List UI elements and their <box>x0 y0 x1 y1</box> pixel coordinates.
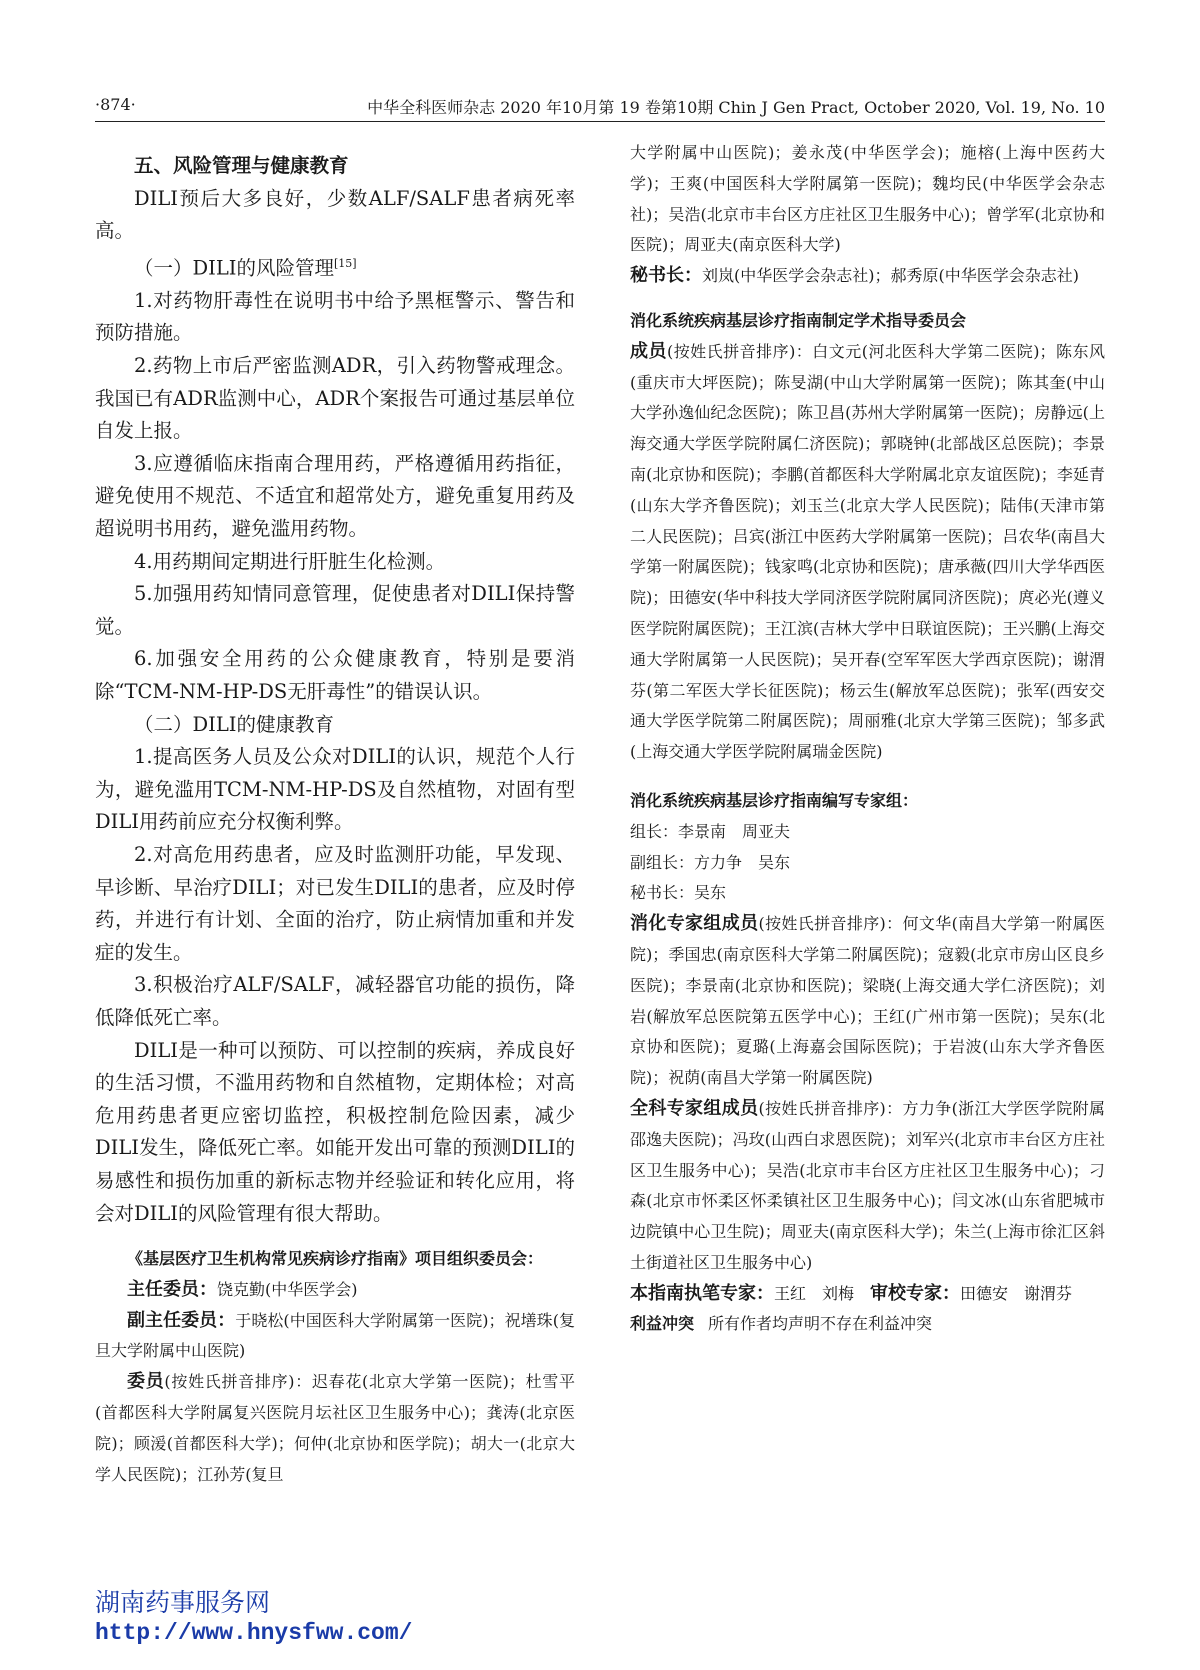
expert-group-title: 消化系统疾病基层诊疗指南编写专家组： <box>630 790 919 810</box>
writers-reviewers: 本指南执笔专家：王红 刘梅 审校专家：田德安 谢渭芬 <box>630 1282 1073 1304</box>
education-item: 2.对高危用药患者，应及时监测肝功能，早发现、早诊断、早治疗DILI；对已发生DILI的患者，应及时停药，并进行有计划、全面的治疗，防止病情加重和并发症的发生。 <box>95 842 575 964</box>
risk-item: 1.对药物肝毒性在说明书中给予黑框警示、警告和预防措施。 <box>95 288 575 345</box>
subsection-risk-title: （一）DILI的风险管理[15] <box>134 256 357 280</box>
committee-title: 《基层医疗卫生机构常见疾病诊疗指南》项目组织委员会： <box>127 1249 544 1269</box>
academic-members: 成员(按姓氏拼音排序)：白文元(河北医科大学第二医院)；陈东风(重庆市大坪医院)；陈旻湖(中山大学附属第一医院)；陈其奎(中山大学孙逸仙纪念医院)；陈卫昌(苏州大学附属第一医院)；房静远(上海交通大学医学院附属仁济医院)；郭晓钟(北部战区总医院)；李景南(北京协和医院)；李鹏(首都医科大学附属北京友谊医院)；李延青(山东大学齐鲁医院)；刘玉兰(北京大学人民医院)；陆伟(天津市第二人民医院)；吕宾(浙江中医药大学附属第一医院)；吕农华(南昌大学第一附属医院)；钱家鸣(北京协和医院)；唐承薇(四川大学华西医院)；田德安(华中科技大学同济医学院附属同济医院)；庹必光(遵义医学院附属医院)；王江滨(吉林大学中日联谊医院)；王兴鹏(上海交通大学附属第一人民医院)；吴开春(空军军医大学西京医院)；谢渭芬(第二军医大学长征医院)；杨云生(解放军总医院)；张军(西安交通大学医学院第二附属医院)；周丽雅(北京大学第三医院)；邹多武(上海交通大学医学院附属瑞金医院) <box>630 340 1105 762</box>
members-line: 委员(按姓氏拼音排序)：迟春花(北京大学第一医院)；杜雪平(首都医科大学附属复兴医院月坛社区卫生服务中心)；龚涛(北京医院)；顾湲(首都医科大学)；何仲(北京协和医学院)；胡大一(北京大学人民医院)；江孙芳(复旦 <box>95 1371 575 1484</box>
group-vice-leader: 副组长：方力争 吴东 <box>630 852 791 872</box>
right-column <box>630 138 1105 1340</box>
reference-marker: [15] <box>334 256 357 270</box>
risk-item: 3.应遵循临床指南合理用药，严格遵循用药指征，避免使用不规范、不适宜和超常处方，避免重复用药及超说明书用药，避免滥用药物。 <box>95 451 575 541</box>
vice-director-line: 副主任委员：于晓松(中国医科大学附属第一医院)；祝墡珠(复旦大学附属中山医院) <box>95 1309 575 1361</box>
risk-item: 6.加强安全用药的公众健康教育，特别是要消除“TCM-NM-HP-DS无肝毒性”的错误认识。 <box>95 647 575 703</box>
watermark-name: 湖南药事服务网 <box>95 1588 271 1617</box>
page-header <box>95 93 1105 122</box>
page-number: ·874· <box>95 95 136 114</box>
academic-committee-title: 消化系统疾病基层诊疗指南制定学术指导委员会 <box>630 310 967 330</box>
risk-item: 5.加强用药知情同意管理，促使患者对DILI保持警觉。 <box>95 582 575 638</box>
subsection-education-title: （二）DILI的健康教育 <box>134 712 334 736</box>
left-column <box>95 150 575 1490</box>
journal-citation: 中华全科医师杂志 2020 年10月第 19 卷第10期 Chin J Gen Pract, October 2020, Vol. 19, No. 10 <box>367 98 1105 117</box>
committee-block <box>95 1244 575 1490</box>
group-secretary: 秘书长：吴东 <box>630 883 727 903</box>
conflict-of-interest: 利益冲突 所有作者均声明不存在利益冲突 <box>630 1314 933 1334</box>
director-line: 主任委员：饶克勤(中华医学会) <box>127 1278 358 1300</box>
section-title: 五、风险管理与健康教育 <box>134 154 349 177</box>
group-leader: 组长：李景南 周亚夫 <box>630 821 791 841</box>
education-item: 3.积极治疗ALF/SALF，减轻器官功能的损伤，降低降低死亡率。 <box>95 973 575 1029</box>
members-continued: 大学附属中山医院)；姜永茂(中华医学会)；施榕(上海中医药大学)；王爽(中国医科大学附属第一医院)；魏均民(中华医学会杂志社)；吴浩(北京市丰台区方庄社区卫生服务中心)；曾学军(北京协和医院)；周亚夫(南京医科大学) <box>630 143 1105 255</box>
watermark-url[interactable]: http://www.hnysfww.com/ <box>95 1620 413 1646</box>
risk-item: 4.用药期间定期进行肝脏生化检测。 <box>134 549 446 573</box>
secretary-line: 秘书长：刘岚(中华医学会杂志社)；郝秀原(中华医学会杂志社) <box>630 265 1079 287</box>
risk-item: 2.药物上市后严密监测ADR，引入药物警戒理念。我国已有ADR监测中心，ADR个案报告可通过基层单位自发上报。 <box>95 354 575 443</box>
digestive-experts: 消化专家组成员(按姓氏拼音排序)：何文华(南昌大学第一附属医院)；季国忠(南京医科大学第二附属医院)；寇毅(北京市房山区良乡医院)；李景南(北京协和医院)；梁晓(上海交通大学仁济医院)；刘岩(解放军总医院第五医学中心)；王红(广州市第一医院)；吴东(北京协和医院)；夏璐(上海嘉会国际医院)；于岩波(山东大学齐鲁医院)；祝荫(南昌大学第一附属医院) <box>630 913 1105 1088</box>
education-item: 1.提高医务人员及公众对DILI的认识，规范个人行为，避免滥用TCM-NM-HP-DS及自然植物，对固有型DILI用药前应充分权衡利弊。 <box>95 745 575 834</box>
gp-experts: 全科专家组成员(按姓氏拼音排序)：方力争(浙江大学医学院附属邵逸夫医院)；冯玫(山西白求恩医院)；刘军兴(北京市丰台区方庄社区卫生服务中心)；吴浩(北京市丰台区方庄社区卫生服务中心)；刁森(北京市怀柔区怀柔镇社区卫生服务中心)；闫文冰(山东省肥城市边院镇中心卫生院)；周亚夫(南京医科大学)；朱兰(上海市徐汇区斜土街道社区卫生服务中心) <box>630 1097 1105 1272</box>
intro-paragraph: DILI预后大多良好，少数ALF/SALF患者病死率高。 <box>95 186 575 243</box>
conclusion-paragraph: DILI是一种可以预防、可以控制的疾病，养成良好的生活习惯，不滥用药物和自然植物，定期体检；对高危用药患者更应密切监控，积极控制危险因素，减少DILI发生，降低死亡率。如能开发出可靠的预测DILI的易感性和损伤加重的新标志物并经验证和转化应用，将会对DILI的风险管理有很大帮助。 <box>95 1038 575 1225</box>
watermark <box>95 1588 412 1648</box>
